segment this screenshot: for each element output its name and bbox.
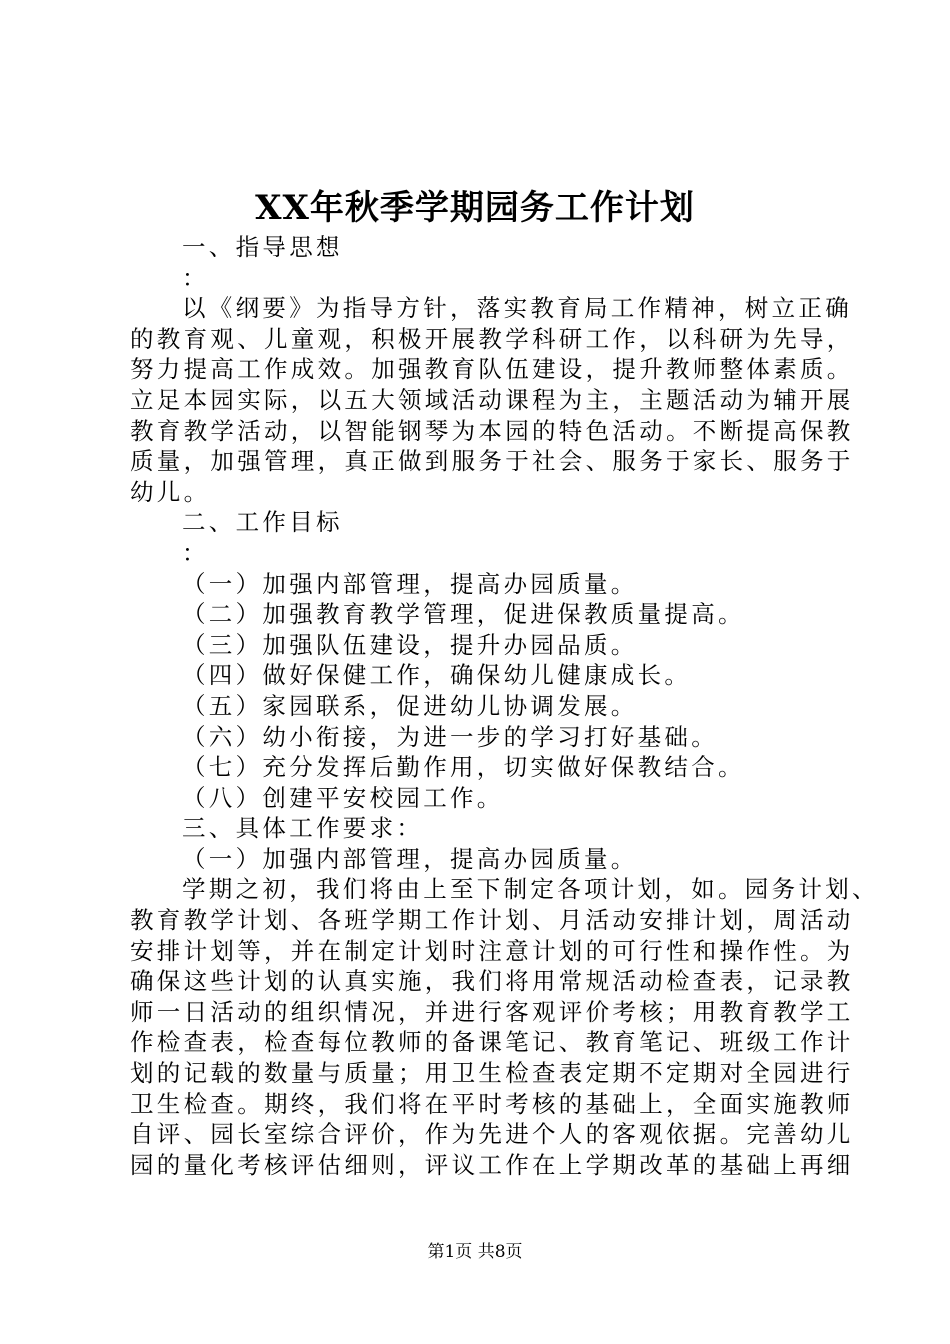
text-line: 师一日活动的组织情况，并进行客观评价考核；用教育教学工 xyxy=(130,997,854,1026)
text-line: （五）家园联系，促进幼儿协调发展。 xyxy=(182,691,638,720)
text-line: 安排计划等，并在制定计划时注意计划的可行性和操作性。为 xyxy=(130,936,854,965)
text-line: （七）充分发挥后勤作用，切实做好保教结合。 xyxy=(182,753,745,782)
text-line: 自评、园长室综合评价，作为先进个人的客观依据。完善幼儿 xyxy=(130,1120,854,1149)
text-line: （二）加强教育教学管理，促进保教质量提高。 xyxy=(182,600,745,629)
text-line: 卫生检查。期终，我们将在平时考核的基础上，全面实施教师 xyxy=(130,1089,854,1118)
text-line: （一）加强内部管理，提高办园质量。 xyxy=(182,569,638,598)
text-line: 努力提高工作成效。加强教育队伍建设，提升教师整体素质。 xyxy=(130,355,854,384)
text-line: （四）做好保健工作，确保幼儿健康成长。 xyxy=(182,661,692,690)
text-line: 立足本园实际，以五大领域活动课程为主，主题活动为辅开展 xyxy=(130,385,854,414)
text-line: 确保这些计划的认真实施，我们将用常规活动检查表，记录教 xyxy=(130,967,854,996)
text-line: 以《纲要》为指导方针，落实教育局工作精神，树立正确 xyxy=(182,294,852,323)
text-line: 二、工作目标 xyxy=(182,508,343,537)
text-line: 教育教学计划、各班学期工作计划、月活动安排计划，周活动 xyxy=(130,906,854,935)
text-line: ： xyxy=(182,538,209,567)
text-line: 园的量化考核评估细则，评议工作在上学期改革的基础上再细 xyxy=(130,1150,854,1179)
text-line: 三、具体工作要求： xyxy=(182,814,424,843)
text-line: ： xyxy=(182,263,209,292)
text-line: 一、指导思想 xyxy=(182,233,343,261)
text-line: 质量，加强管理，真正做到服务于社会、服务于家长、服务于 xyxy=(130,447,854,476)
text-line: 幼儿。 xyxy=(130,477,211,506)
text-line: （六）幼小衔接，为进一步的学习打好基础。 xyxy=(182,722,718,751)
text-line: 划的记载的数量与质量；用卫生检查表定期不定期对全园进行 xyxy=(130,1059,854,1088)
text-line: （一）加强内部管理，提高办园质量。 xyxy=(182,844,638,873)
text-line: （八）创建平安校园工作。 xyxy=(182,783,504,812)
text-line: 作检查表，检查每位教师的备课笔记、教育笔记、班级工作计 xyxy=(130,1028,854,1057)
page-footer: 第1页 共8页 xyxy=(427,1242,523,1262)
text-line: （三）加强队伍建设，提升办园品质。 xyxy=(182,630,638,659)
document-body xyxy=(130,232,879,1180)
text-line: 学期之初，我们将由上至下制定各项计划，如。园务计划、 xyxy=(182,875,879,904)
document-title: XX年秋季学期园务工作计划 xyxy=(255,188,695,228)
text-line: 教育教学活动，以智能钢琴为本园的特色活动。不断提高保教 xyxy=(130,416,854,445)
text-line: 的教育观、儿童观，积极开展教学科研工作，以科研为先导， xyxy=(130,324,854,353)
